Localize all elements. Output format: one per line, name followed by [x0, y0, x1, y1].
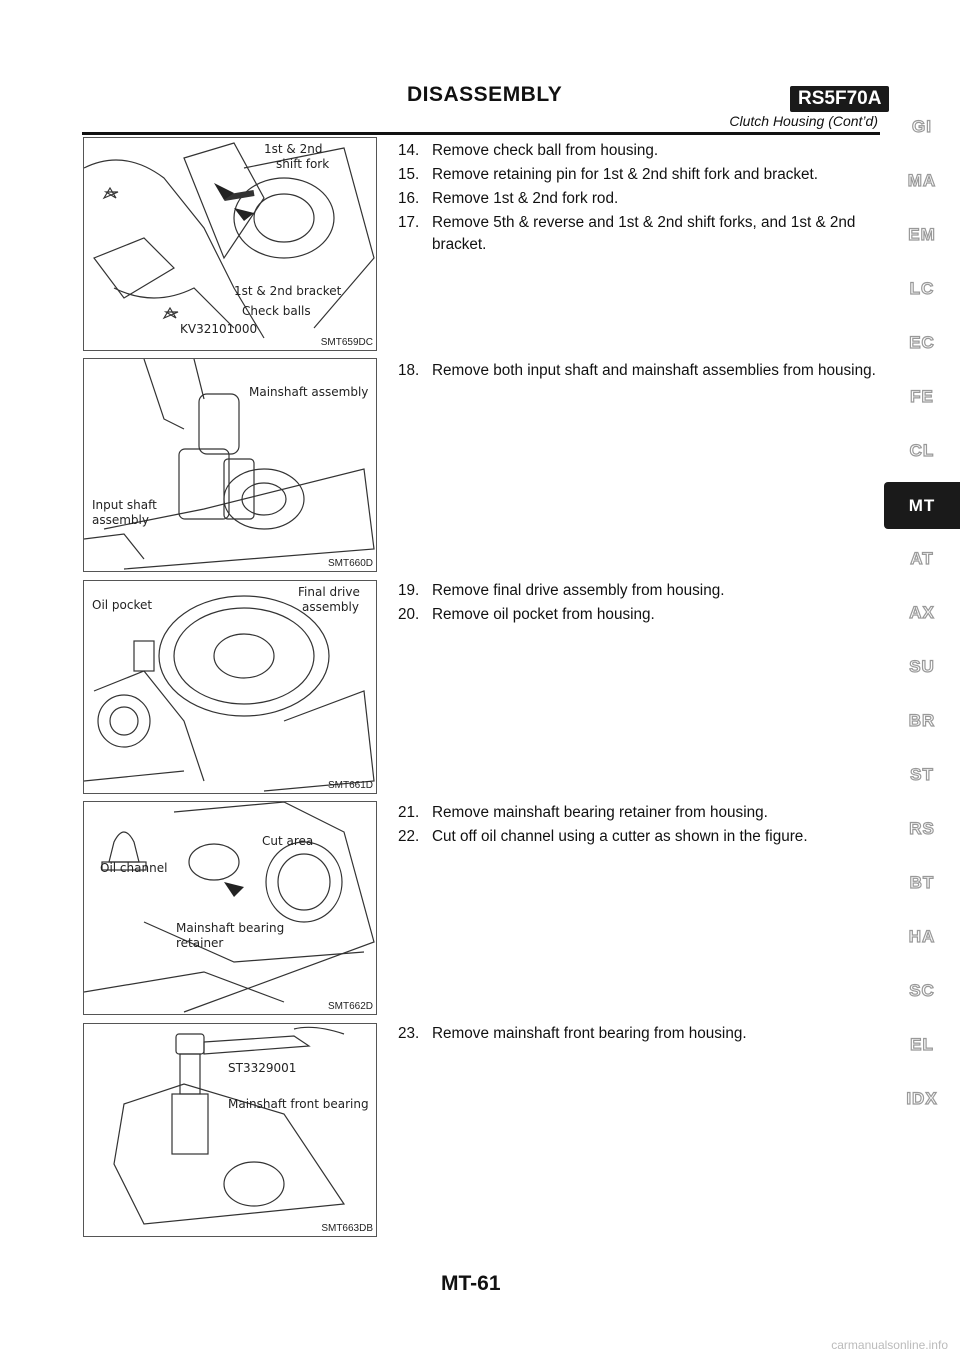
tab-rs[interactable]: RS	[909, 819, 935, 838]
figure-2-label: assembly	[92, 513, 149, 527]
step-item	[398, 164, 882, 186]
tab-mt-active[interactable]: MT	[884, 482, 960, 529]
tab-el[interactable]: EL	[910, 1035, 934, 1054]
step-item	[398, 802, 882, 824]
tab-cl[interactable]: CL	[909, 441, 935, 460]
figure-1-illustration	[84, 138, 376, 350]
figure-4-label: Oil channel	[100, 861, 168, 875]
tab-ma[interactable]: MA	[907, 171, 937, 190]
steps-group-1	[398, 140, 882, 258]
tab-fe[interactable]: FE	[910, 387, 934, 406]
tab-idx[interactable]: IDX	[906, 1089, 938, 1108]
figure-3-label: Final drive	[298, 585, 360, 599]
figure-4-label: retainer	[176, 936, 224, 950]
tab-bt[interactable]: BT	[909, 873, 935, 892]
figure-1-label: KV32101000	[180, 322, 258, 336]
step-number: 20.	[398, 606, 420, 623]
tab-at[interactable]: AT	[910, 549, 934, 568]
figure-2-label: Input shaft	[92, 498, 157, 512]
step-item	[398, 360, 882, 382]
step-number: 19.	[398, 582, 420, 599]
step-number: 17.	[398, 214, 420, 231]
header-divider	[82, 132, 880, 135]
step-text: Remove oil pocket from housing.	[432, 606, 655, 623]
tab-lc[interactable]: LC	[909, 279, 935, 298]
figure-4-illustration	[84, 802, 376, 1014]
step-item	[398, 212, 882, 256]
step-item	[398, 580, 882, 602]
step-text: Remove check ball from housing.	[432, 142, 659, 159]
figure-2-code: SMT660D	[327, 558, 373, 569]
figure-1-label: 1st & 2nd	[264, 142, 323, 156]
tab-ec[interactable]: EC	[909, 333, 935, 352]
step-text: Remove retaining pin for 1st & 2nd shift fork and bracket.	[432, 166, 819, 183]
step-number: 14.	[398, 142, 420, 159]
step-text: Remove 1st & 2nd fork rod.	[432, 190, 619, 207]
page-number: MT-61	[441, 1272, 501, 1295]
steps-group-5	[398, 1023, 882, 1047]
step-number: 18.	[398, 362, 420, 379]
step-item	[398, 826, 882, 848]
steps-group-3	[398, 580, 882, 628]
steps-group-4	[398, 802, 882, 850]
step-text: Remove mainshaft bearing retainer from housing.	[432, 804, 768, 821]
step-item	[398, 1023, 882, 1045]
figure-smt663db	[83, 1023, 377, 1237]
figure-smt659dc	[83, 137, 377, 351]
step-number: 22.	[398, 828, 420, 845]
step-text: Remove 5th & reverse and 1st & 2nd shift forks, and 1st & 2nd bracket.	[432, 214, 856, 253]
tab-ha[interactable]: HA	[908, 927, 936, 946]
tab-su[interactable]: SU	[909, 657, 935, 676]
figure-5-label: Mainshaft front bearing	[228, 1097, 369, 1111]
step-item	[398, 188, 882, 210]
step-item	[398, 604, 882, 626]
step-text: Cut off oil channel using a cutter as shown in the figure.	[432, 828, 808, 845]
figure-3-code: SMT661D	[327, 780, 373, 791]
figure-5-code: SMT663DB	[321, 1223, 373, 1234]
section-subtitle: Clutch Housing (Cont’d)	[729, 113, 878, 129]
step-item	[398, 140, 882, 162]
section-title: DISASSEMBLY	[407, 83, 563, 106]
figure-5-label: ST3329001	[228, 1061, 297, 1075]
tab-br[interactable]: BR	[908, 711, 936, 730]
figure-2-label: Mainshaft assembly	[249, 385, 369, 399]
step-text: Remove both input shaft and mainshaft assemblies from housing.	[432, 362, 876, 379]
figure-1-code: SMT659DC	[320, 337, 373, 348]
tab-st[interactable]: ST	[910, 765, 934, 784]
step-number: 16.	[398, 190, 420, 207]
step-number: 15.	[398, 166, 420, 183]
step-number: 21.	[398, 804, 420, 821]
figure-4-code: SMT662D	[327, 1001, 373, 1012]
tab-gi[interactable]: GI	[912, 117, 932, 136]
figure-1-label: 1st & 2nd bracket	[234, 284, 342, 298]
model-code-badge: RS5F70A	[790, 86, 889, 112]
steps-group-2	[398, 360, 882, 384]
step-number: 23.	[398, 1025, 420, 1042]
figure-4-label: Mainshaft bearing	[176, 921, 285, 935]
figure-5-illustration	[84, 1024, 376, 1236]
tab-sc[interactable]: SC	[909, 981, 935, 1000]
step-text: Remove final drive assembly from housing.	[432, 582, 725, 599]
figure-3-label: assembly	[302, 600, 359, 614]
figure-smt660d	[83, 358, 377, 572]
figure-3-label: Oil pocket	[92, 598, 153, 612]
step-text: Remove mainshaft front bearing from housing.	[432, 1025, 747, 1042]
footer-watermark: carmanualsonline.info	[831, 1338, 948, 1352]
figure-1-label: shift fork	[276, 157, 330, 171]
figure-smt662d	[83, 801, 377, 1015]
tab-ax[interactable]: AX	[909, 603, 935, 622]
figure-1-label: Check balls	[242, 304, 311, 318]
tab-em[interactable]: EM	[908, 225, 936, 244]
figure-4-label: Cut area	[262, 834, 314, 848]
figure-smt661d	[83, 580, 377, 794]
